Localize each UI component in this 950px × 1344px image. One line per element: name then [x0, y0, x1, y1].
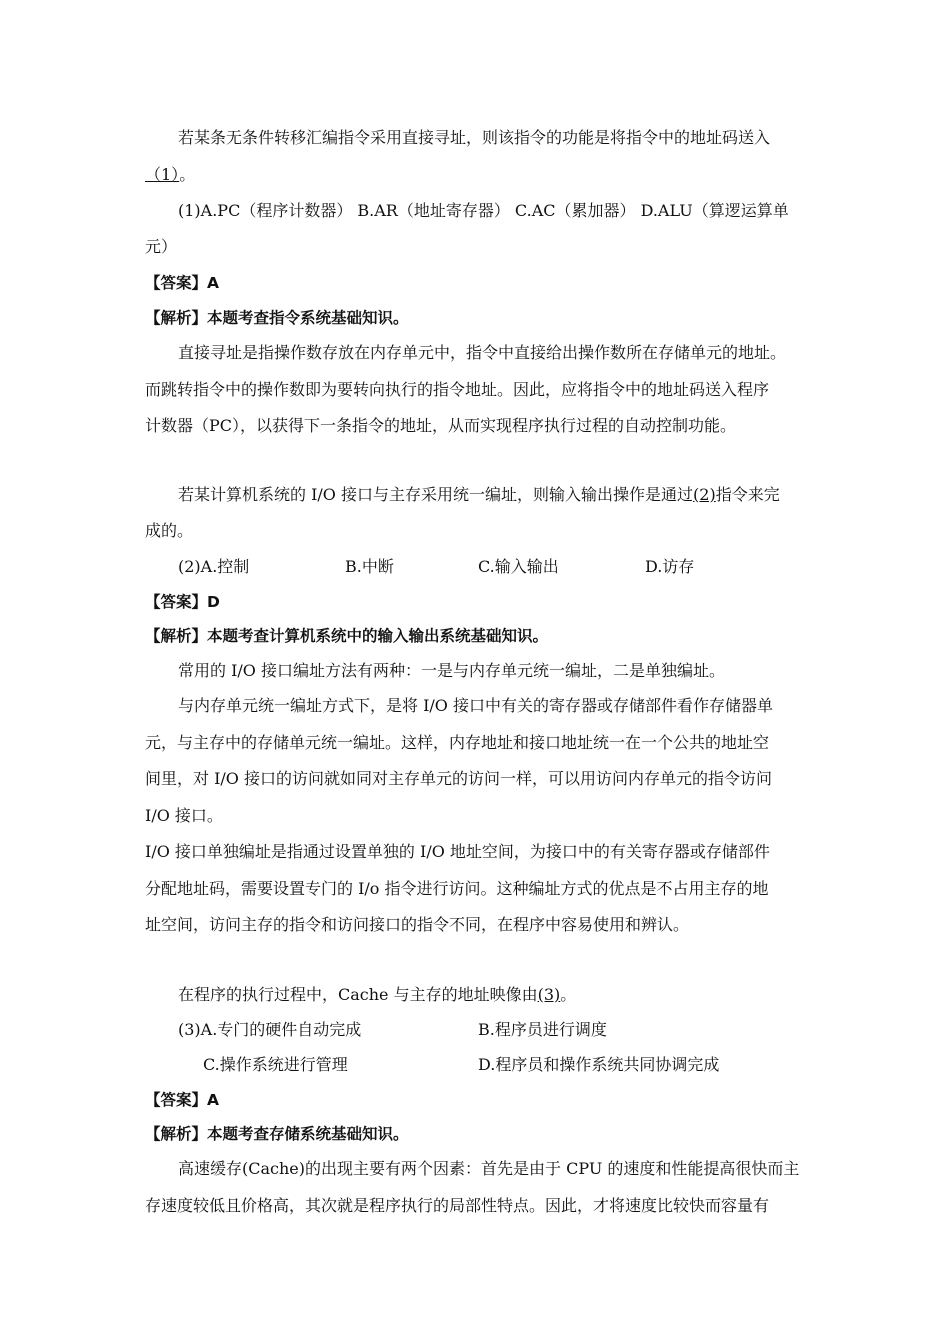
q1-stem-text: 若某条无条件转移汇编指令采用直接寻址，则该指令的功能是将指令中的地址码送入 — [178, 128, 771, 147]
q2-option-d: D.访存 — [645, 557, 695, 576]
q1-answer: 【答案】A — [145, 274, 219, 292]
q1-analysis-line: 直接寻址是指操作数存放在内存单元中，指令中直接给出操作数所在存储单元的地址。 — [178, 343, 787, 362]
q2-blank: (2) — [693, 485, 716, 504]
q3-option-c: C.操作系统进行管理 — [203, 1055, 348, 1074]
q2-stem — [178, 485, 780, 505]
q1-options: (1)A.PC（程序计数器） B.AR（地址寄存器） C.AC（累加器） D.ALU（算逻运算单 — [178, 201, 789, 220]
q2-analysis-line: 常用的 I/O 接口编址方法有两种：一是与内存单元统一编址，二是单独编址。 — [178, 661, 726, 680]
q2-stem-text: 若某计算机系统的 I/O 接口与主存采用统一编址，则输入输出操作是通过 — [178, 485, 694, 504]
q2-stem-line2: 成的。 — [145, 521, 194, 540]
q1-analysis-heading: 【解析】本题考查指令系统基础知识。 — [145, 309, 409, 327]
q2-option-b: B.中断 — [345, 557, 394, 576]
q1-analysis-line: 计数器（PC），以获得下一条指令的地址，从而实现程序执行过程的自动控制功能。 — [145, 416, 737, 435]
q1-stem-end: 。 — [179, 165, 196, 184]
q3-answer: 【答案】A — [145, 1091, 219, 1109]
q2-analysis-line: 址空间，访问主存的指令和访问接口的指令不同，在程序中容易使用和辨认。 — [145, 915, 690, 934]
q2-answer: 【答案】D — [145, 593, 220, 611]
q3-blank: (3) — [537, 985, 561, 1004]
q2-analysis-line: 与内存单元统一编址方式下，是将 I/O 接口中有关的寄存器或存储部件看作存储器单 — [178, 696, 774, 715]
q3-option-a: (3)A.专门的硬件自动完成 — [178, 1020, 362, 1039]
q2-stem-post: 指令来完 — [715, 485, 780, 504]
q3-option-d: D.程序员和操作系统共同协调完成 — [478, 1055, 720, 1074]
q1-analysis-line: 而跳转指令中的操作数即为要转向执行的指令地址。因此，应将指令中的地址码送入程序 — [145, 380, 770, 399]
q2-analysis-heading: 【解析】本题考查计算机系统中的输入输出系统基础知识。 — [145, 627, 549, 645]
q2-analysis-line: 间里，对 I/O 接口的访问就如同对主存单元的访问一样，可以用访问内存单元的指令访问 — [145, 769, 773, 788]
q3-stem-text: 在程序的执行过程中，Cache 与主存的地址映像由 — [178, 985, 538, 1004]
q1-options-line2: 元） — [145, 237, 178, 256]
q3-analysis-line: 存速度较低且价格高，其次就是程序执行的局部性特点。因此，才将速度比较快而容量有 — [145, 1196, 770, 1215]
q1-stem — [178, 128, 770, 148]
q3-analysis-heading: 【解析】本题考查存储系统基础知识。 — [145, 1125, 409, 1143]
q1-stem-line2 — [145, 165, 195, 185]
q2-analysis-line: I/O 接口。 — [145, 806, 223, 825]
q2-analysis-line: I/O 接口单独编址是指通过设置单独的 I/O 地址空间，为接口中的有关寄存器或存储部件 — [145, 842, 770, 861]
q3-analysis-line: 高速缓存(Cache)的出现主要有两个因素：首先是由于 CPU 的速度和性能提高很快而主 — [178, 1159, 800, 1178]
q3-stem — [178, 985, 576, 1005]
q2-analysis-line: 分配地址码，需要设置专门的 I/o 指令进行访问。这种编址方式的优点是不占用主存的地 — [145, 879, 769, 898]
q3-stem-post: 。 — [560, 985, 577, 1004]
q2-option-a: (2)A.控制 — [178, 557, 250, 576]
q2-analysis-line: 元，与主存中的存储单元统一编址。这样，内存地址和接口地址统一在一个公共的地址空 — [145, 733, 770, 752]
q3-option-b: B.程序员进行调度 — [478, 1020, 607, 1039]
q2-option-c: C.输入输出 — [478, 557, 559, 576]
q1-blank: （1） — [145, 165, 180, 184]
